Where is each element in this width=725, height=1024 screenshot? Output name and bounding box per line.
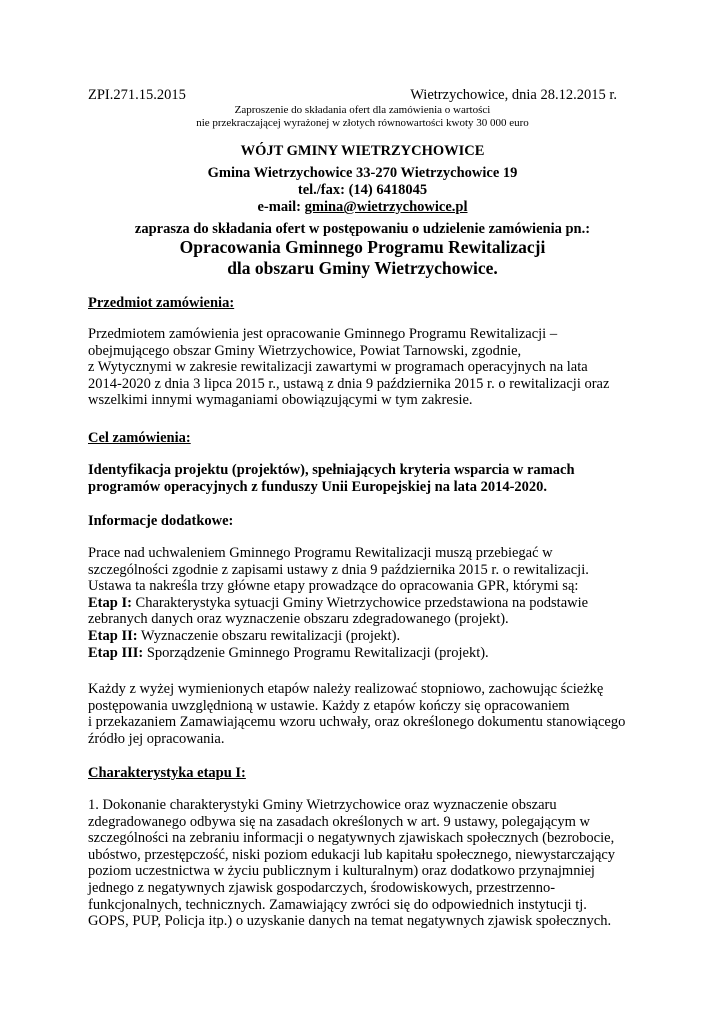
goal-line: Identyfikacja projektu (projektów), spełniających kryteria wsparcia w ramach [88,462,575,478]
issuer-title: WÓJT GMINY WIETRZYCHOWICE [240,143,485,159]
info-line: Prace nad uchwaleniem Gminnego Programu Rewitalizacji muszą przebiegać w [88,545,553,561]
stage-2-text: Wyznaczenie obszaru rewitalizacji (projekt). [137,627,401,644]
goal-line: programów operacyjnych z funduszy Unii Europejskiej na lata 2014-2020. [88,478,548,495]
reference-number: ZPI.271.15.2015 [88,87,186,103]
invitation-line-2: nie przekraczającej wyrażonej w złotych równowartości kwoty 30 000 euro [196,117,529,129]
stage-1-text: Charakterystyka sytuacji Gminy Wietrzychowice przedstawiona na podstawie [131,594,589,611]
characteristics-heading: Charakterystyka etapu I: [88,765,246,781]
characteristics-line: poziom uczestnictwa w życiu publicznym i kulturalnym) oraz dodatkowo przynajmniej [88,863,595,880]
stage-3-label: Etap III: [88,644,144,661]
characteristics-line: zdegradowanego odbywa się na zasadach określonych w art. 9 ustawy, polegającym w [88,813,590,830]
invitation-line-1: Zaproszenie do składania ofert dla zamówienia o wartości [234,104,491,116]
characteristics-line: jednego z negatywnych zjawisk gospodarczych, środowiskowych, przestrzenno- [88,879,556,896]
stage-1-continued: zebranych danych oraz wyznaczenie obszaru zdegradowanego (projekt). [88,611,509,628]
subject-line: wszelkimi innymi wymaganiami obowiązującymi w tym zakresie. [88,392,473,409]
characteristics-line: GOPS, PUP, Policja itp.) o uzyskanie danych na temat negatywnych zjawisk społecznych. [88,913,612,930]
subject-line: z Wytycznymi w zakresie rewitalizacji zawartymi w programach operacyjnych na lata [88,359,588,376]
subject-line: Przedmiotem zamówienia jest opracowanie Gminnego Programu Rewitalizacji – [88,326,558,342]
contract-title-line-1: Opracowania Gminnego Programu Rewitalizacji [179,237,546,257]
invite-line: zaprasza do składania ofert w postępowaniu o udzielenie zamówienia pn.: [134,221,591,237]
stage-3 [88,645,589,662]
stage-2 [88,628,589,645]
stage-2-label: Etap II: [88,627,138,644]
characteristics-paragraph [88,797,615,930]
stages-line: źródło jej opracowania. [88,730,225,747]
subject-line: 2014-2020 z dnia 3 lipca 2015 r., ustawą z dnia 9 października 2015 r. o rewitalizacji oraz [88,375,610,392]
goal-paragraph [88,462,575,495]
stage-3-text: Sporządzenie Gminnego Programu Rewitalizacji (projekt). [143,644,489,661]
subject-paragraph [88,326,609,409]
email-label: e-mail: [257,199,305,215]
subject-heading: Przedmiot zamówienia: [88,295,235,311]
email-link[interactable]: gmina@wietrzychowice.pl [304,199,468,215]
place-and-date: Wietrzychowice, dnia 28.12.2015 r. [410,87,617,103]
characteristics-line: szczególności na zebraniu informacji o negatywnych zjawiskach społecznych (bezrobocie, [88,830,615,847]
characteristics-line: 1. Dokonanie charakterystyki Gminy Wietrzychowice oraz wyznaczenie obszaru [88,797,557,813]
contract-title-line-2: dla obszaru Gminy Wietrzychowice. [227,258,498,278]
info-heading: Informacje dodatkowe: [88,513,234,529]
info-line: szczególności zgodnie z zapisami ustawy z dnia 9 października 2015 r. o rewitalizacji. [88,561,589,578]
stages-line: i przekazaniem Zamawiającemu wzoru uchwały, oraz określonego dokumentu stanowiącego [88,714,626,731]
characteristics-line: funkcjonalnych, technicznych. Zamawiający zwróci się do odpowiednich instytucji tj. [88,896,587,913]
issuer-address: Gmina Wietrzychowice 33-270 Wietrzychowice 19 [207,165,518,181]
issuer-email-line [0,199,725,216]
stage-1 [88,595,589,612]
stages-line: postępowania uwzględnioną w ustawie. Każdy z etapów kończy się opracowaniem [88,697,570,714]
goal-heading: Cel zamówienia: [88,430,191,446]
info-line: Ustawa ta nakreśla trzy główne etapy prowadzące do opracowania GPR, którymi są: [88,578,579,595]
info-paragraph [88,545,589,661]
characteristics-line: ubóstwo, przestępczość, niski poziom edukacji lub kapitału społecznego, niewystarczający [88,846,616,863]
stages-line: Każdy z wyżej wymienionych etapów należy realizować stopniowo, zachowując ścieżkę [88,681,604,697]
stages-paragraph [88,681,625,747]
issuer-phone: tel./fax: (14) 6418045 [297,182,428,198]
stage-1-label: Etap I: [88,594,132,611]
subject-line: obejmującego obszar Gminy Wietrzychowice, Powiat Tarnowski, zgodnie, [88,342,522,359]
